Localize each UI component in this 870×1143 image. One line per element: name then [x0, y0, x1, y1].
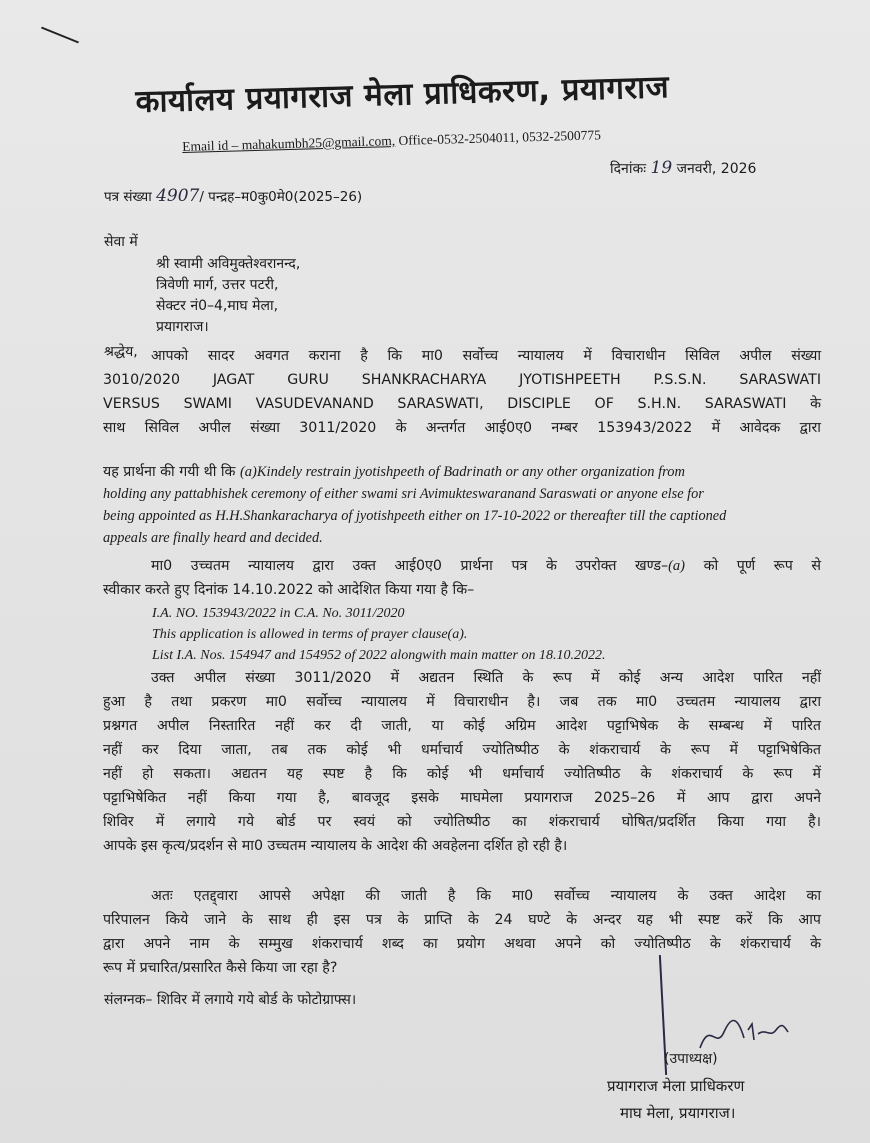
para-line: आपको सादर अवगत कराना है कि मा0 सर्वोच्च न्यायालय में विचाराधीन सिविल अपील संख्या	[151, 348, 821, 364]
para-line: पट्टाभिषेकित नहीं किया गया है, बावजूद इसके माघमेला प्रयागराज 2025–26 में आप द्वारा अपने	[103, 790, 821, 806]
recipient-line: त्रिवेणी मार्ग, उत्तर पटरी,	[156, 277, 279, 293]
date-day: 19	[650, 158, 673, 178]
para-line: मा0 उच्चतम न्यायालय द्वारा उक्त आई0ए0 प्रार्थना पत्र के उपरोक्त खण्ड–(a) को पूर्ण रूप से	[151, 558, 821, 574]
paragraph-1	[103, 344, 821, 440]
paragraph-4	[103, 884, 821, 980]
para-line: द्वारा अपने नाम के सम्मुख शंकराचार्य शब्द का प्रयोग अथवा अपने को ज्योतिष्पीठ के शंकराचार्य के	[103, 936, 821, 952]
para-line: शिविर में लगाये गये बोर्ड पर स्वयं को ज्योतिष्पीठ का शंकराचार्य घोषित/प्रदर्शित किया गया है।	[103, 814, 821, 830]
para-line: नहीं हो सकता। अद्यतन यह स्पष्ट है कि कोई भी धर्माचार्य ज्योतिष्पीठ के शंकराचार्य के रूप में	[103, 766, 821, 782]
pen-mark	[41, 27, 79, 44]
salutation-to: सेवा में	[104, 234, 138, 250]
prayer-clause-line: यह प्रार्थना की गयी थी कि (a)Kindely restrain jyotishpeeth of Badrinath or any other organization from	[103, 464, 686, 480]
signatory-location: माघ मेला, प्रयागराज।	[620, 1104, 736, 1122]
enclosure-note: संलग्नक– शिविर में लगाये गये बोर्ड के फोटोग्राफ्स।	[104, 992, 357, 1008]
paragraph-2	[103, 554, 821, 602]
court-order-line: List I.A. Nos. 154947 and 154952 of 2022 alongwith main matter on 18.10.2022.	[152, 648, 606, 663]
signatory-designation: (उपाध्यक्ष)	[664, 1051, 718, 1067]
paragraph-3	[103, 666, 821, 858]
letterhead-title: कार्यालय प्रयागराज मेला प्राधिकरण, प्रयागराज	[135, 69, 670, 120]
office-phones: Office-0532-2504011, 0532-2500775	[398, 127, 602, 148]
court-order-line: I.A. NO. 153943/2022 in C.A. No. 3011/2020	[152, 606, 405, 621]
para-line: नहीं कर दिया जाता, तब तक कोई भी धर्माचार्य ज्योतिष्पीठ के शंकराचार्य के रूप में पट्टाभिषेकित	[103, 742, 821, 758]
court-order-line: This application is allowed in terms of prayer clause(a).	[152, 627, 468, 642]
signatory-office: प्रयागराज मेला प्राधिकरण	[607, 1077, 745, 1095]
recipient-line: प्रयागराज।	[156, 319, 209, 335]
para-line: हुआ है तथा प्रकरण मा0 सर्वोच्च न्यायालय में विचाराधीन है। जब तक मा0 उच्चतम न्यायालय द्वारा	[103, 694, 821, 710]
para-line: रूप में प्रचारित/प्रसारित कैसे किया जा रहा है?	[103, 960, 338, 976]
para-line: आपके इस कृत्य/प्रदर्शन से मा0 उच्चतम न्यायालय के आदेश की अवहेलना दर्शित हो रही है।	[103, 838, 568, 854]
recipient-line: श्री स्वामी अविमुक्तेश्वरानन्द,	[156, 256, 301, 272]
email-address: Email id – mahakumbh25@gmail.com,	[182, 133, 396, 154]
para-line: VERSUS SWAMI VASUDEVANAND SARASWATI, DISCIPLE OF S.H.N. SARASWATI के	[103, 396, 821, 412]
para-line: स्वीकार करते हुए दिनांक 14.10.2022 को आदेशित किया गया है कि–	[103, 582, 475, 598]
para-line: प्रश्नगत अपील निस्तारित नहीं कर दी जाती, या कोई अग्रिम आदेश पट्टाभिषेक के सम्बन्ध में पारित	[103, 718, 821, 734]
prayer-clause-line: being appointed as H.H.Shankaracharya of jyotishpeeth either on 17-10-2022 or thereafter till the captioned	[103, 508, 727, 524]
greeting: श्रद्धेय,	[104, 344, 138, 360]
reference-number: पत्र संख्या 4907/ पन्द्रह–म0कु0मे0(2025–26)	[104, 186, 363, 206]
para-line: 3010/2020 JAGAT GURU SHANKRACHARYA JYOTISHPEETH P.S.S.N. SARASWATI	[103, 372, 821, 388]
para-line: उक्त अपील संख्या 3011/2020 में अद्यतन स्थिति के रूप में कोई अन्य आदेश पारित नहीं	[151, 670, 821, 686]
prayer-clause-line: appeals are finally heard and decided.	[103, 530, 323, 546]
ref-handwritten-number: 4907	[156, 186, 200, 206]
contact-line	[182, 127, 601, 155]
para-line: परिपालन किये जाने के साथ ही इस पत्र के प्राप्ति के 24 घण्टे के अन्दर यह भी स्पष्ट करें कि आप	[103, 912, 821, 928]
letter-date: दिनांकः 19 जनवरी, 2026	[610, 158, 757, 178]
para-line: अतः एतद्द्वारा आपसे अपेक्षा की जाती है कि मा0 सर्वोच्च न्यायालय के उक्त आदेश का	[151, 888, 821, 904]
recipient-line: सेक्टर नं0–4,माघ मेला,	[156, 298, 279, 314]
para-line: साथ सिविल अपील संख्या 3011/2020 के अन्तर्गत आई0ए0 नम्बर 153943/2022 में आवेदक द्वारा	[103, 420, 821, 436]
prayer-clause-line: holding any pattabhishek ceremony of either swami sri Avimukteswaranand Saraswati or anyone else for	[103, 486, 704, 502]
